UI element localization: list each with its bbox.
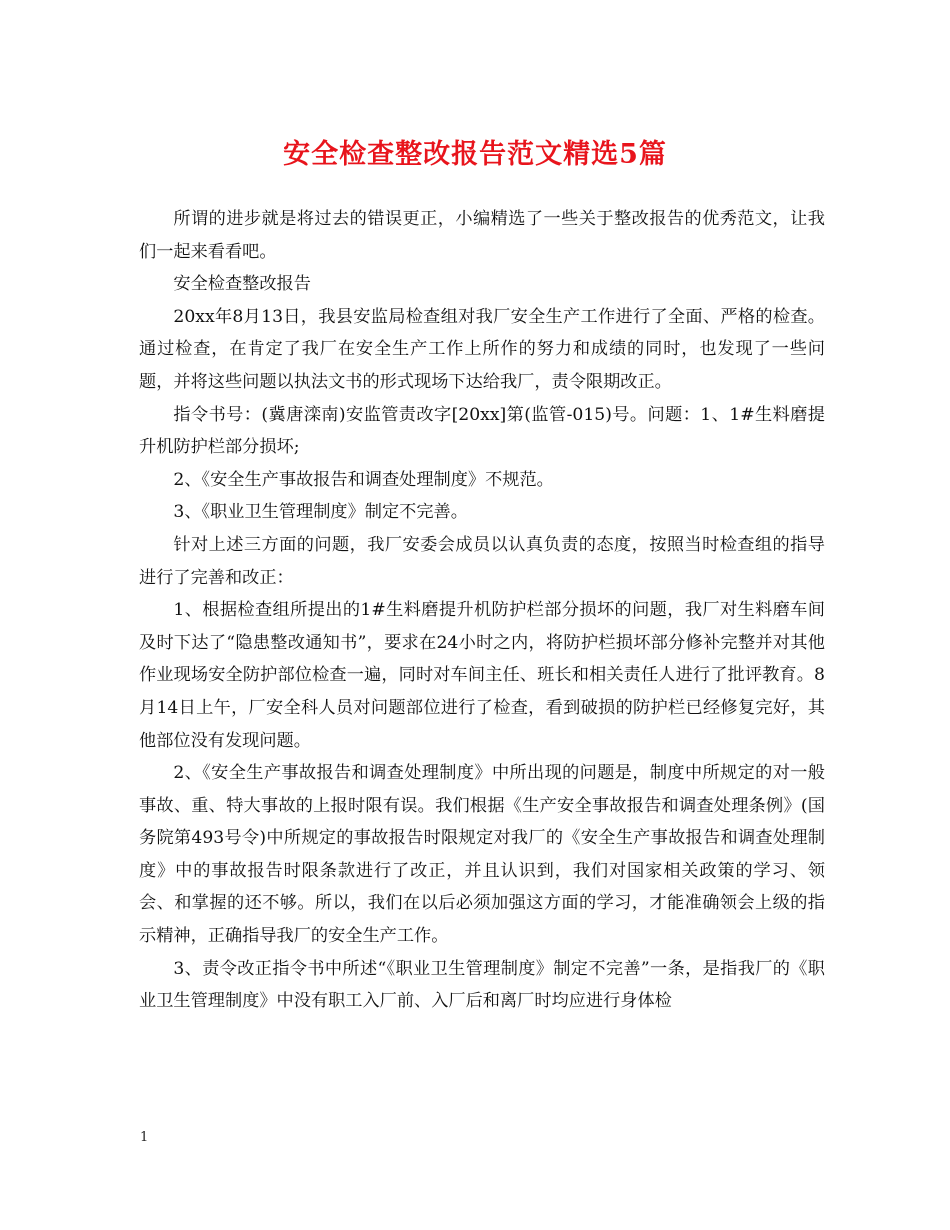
inspection-paragraph: 20xx年8月13日，我县安监局检查组对我厂安全生产工作进行了全面、严格的检查。通过检查，在肯定了我厂在安全生产工作上所作的努力和成绩的同时，也发现了一些问题，并将这些问题以执法文书的形式现场下达给我厂，责令限期改正。 (139, 306, 825, 392)
fix-2-paragraph: 2、《安全生产事故报告和调查处理制度》中所出现的问题是，制度中所规定的对一般事故、重、特大事故的上报时限有误。我们根据《生产安全事故报告和调查处理条例》(国务院第493号令)中所规定的事故报告时限规定对我厂的《安全生产事故报告和调查处理制度》中的事故报告时限条款进行了改正，并且认识到，我们对国家相关政策的学习、领会、和掌握的还不够。所以，我们在以后必须加强这方面的学习，才能准确领会上级的指示精神，正确指导我厂的安全生产工作。 (139, 763, 825, 947)
directive-paragraph: 指令书号：(冀唐滦南)安监管责改字[20xx]第(监管-015)号。问题：1、1#生料磨提升机防护栏部分损坏; (139, 404, 825, 458)
section-heading: 安全检查整改报告 (173, 274, 311, 295)
document-title: 安全检查整改报告范文精选5篇 (283, 139, 667, 170)
problem-3-paragraph: 3、《职业卫生管理制度》制定不完善。 (173, 502, 468, 523)
fix-1-paragraph: 1、根据检查组所提出的1#生料磨提升机防护栏部分损坏的问题，我厂对生料磨车间及时下达了“隐患整改通知书”，要求在24小时之内，将防护栏损坏部分修补完整并对其他作业现场安全防护部位检查一遍，同时对车间主任、班长和相关责任人进行了批评教育。8月14日上午，厂安全科人员对问题部位进行了检查，看到破损的防护栏已经修复完好，其他部位没有发现问题。 (139, 600, 825, 751)
problem-2-paragraph: 2、《安全生产事故报告和调查处理制度》不规范。 (173, 469, 554, 490)
page-number: 1 (140, 1130, 149, 1145)
fix-3-paragraph: 3、责令改正指令书中所述“《职业卫生管理制度》制定不完善”一条，是指我厂的《职业卫生管理制度》中没有职工入厂前、入厂后和离厂时均应进行身体检 (139, 958, 825, 1012)
intro-paragraph: 所谓的进步就是将过去的错误更正，小编精选了一些关于整改报告的优秀范文，让我们一起来看看吧。 (139, 209, 825, 262)
response-paragraph: 针对上述三方面的问题，我厂安委会成员以认真负责的态度，按照当时检查组的指导进行了完善和改正： (139, 534, 825, 588)
document-body (139, 203, 825, 1018)
